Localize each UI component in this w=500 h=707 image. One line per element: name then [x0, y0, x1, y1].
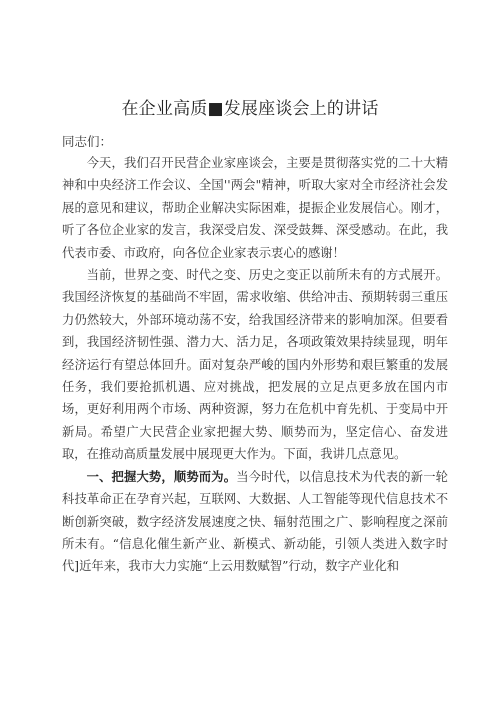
document-body [62, 152, 448, 578]
section-heading: 一、把握大势，顺势而为。 [86, 469, 237, 484]
document-title: 在企业高质■发展座谈会上的讲话 [121, 99, 379, 119]
paragraph-text: 当前，世界之变、时代之变、历史之变正以前所未有的方式展开。我国经济恢复的基础尚不牢固，需求收缩、供给冲击、预期转弱三重压力仍然较大，外部环境动荡不安，给我国经济带来的影响加深。但要看到，我国经济韧性强、潜力大、活力足，各项政策效果持续显现，明年经济运行有望总体回升。面对复杂严峻的国内外形势和艰巨繁重的发展任务，我们要抢抓机遇、应对挑战，把发展的立足点更多放在国内市场，更好利用两个市场、两种资源，努力在危机中育先机、于变局中开新局。希望广大民营企业家把握大势、顺势而为，坚定信心、奋发进取，在推动高质量发展中展现更大作为。下面，我讲几点意见。 [62, 268, 448, 462]
greeting: 同志们： [62, 134, 113, 149]
paragraph-text: 当今时代，以信息技术为代表的新一轮科技革命正在孕育兴起，互联网、大数据、人工智能等现代信息技术不断创新突破，数字经济发展速度之快、辐射范围之广、影响程度之深前所未有。“信息化催生新产业、新模式、新动能，引领人类进入数字时代]近年来，我市大力实施“上云用数赋智”行动，数字产业化和 [62, 469, 448, 574]
paragraph [62, 152, 448, 264]
paragraph [62, 264, 448, 466]
paragraph-text: 今天，我们召开民营企业家座谈会，主要是贯彻落实党的二十大精神和中央经济工作会议、全国''两会"精神，听取大家对全市经济社会发展的意见和建议，帮助企业解决实际困难，提振企业发展信心。刚才，听了各位企业家的发言，我深受启发、深受鼓舞、深受感动。在此，我代表市委、市政府，向各位企业家表示衷心的感谢！ [62, 156, 448, 260]
paragraph [62, 466, 448, 578]
